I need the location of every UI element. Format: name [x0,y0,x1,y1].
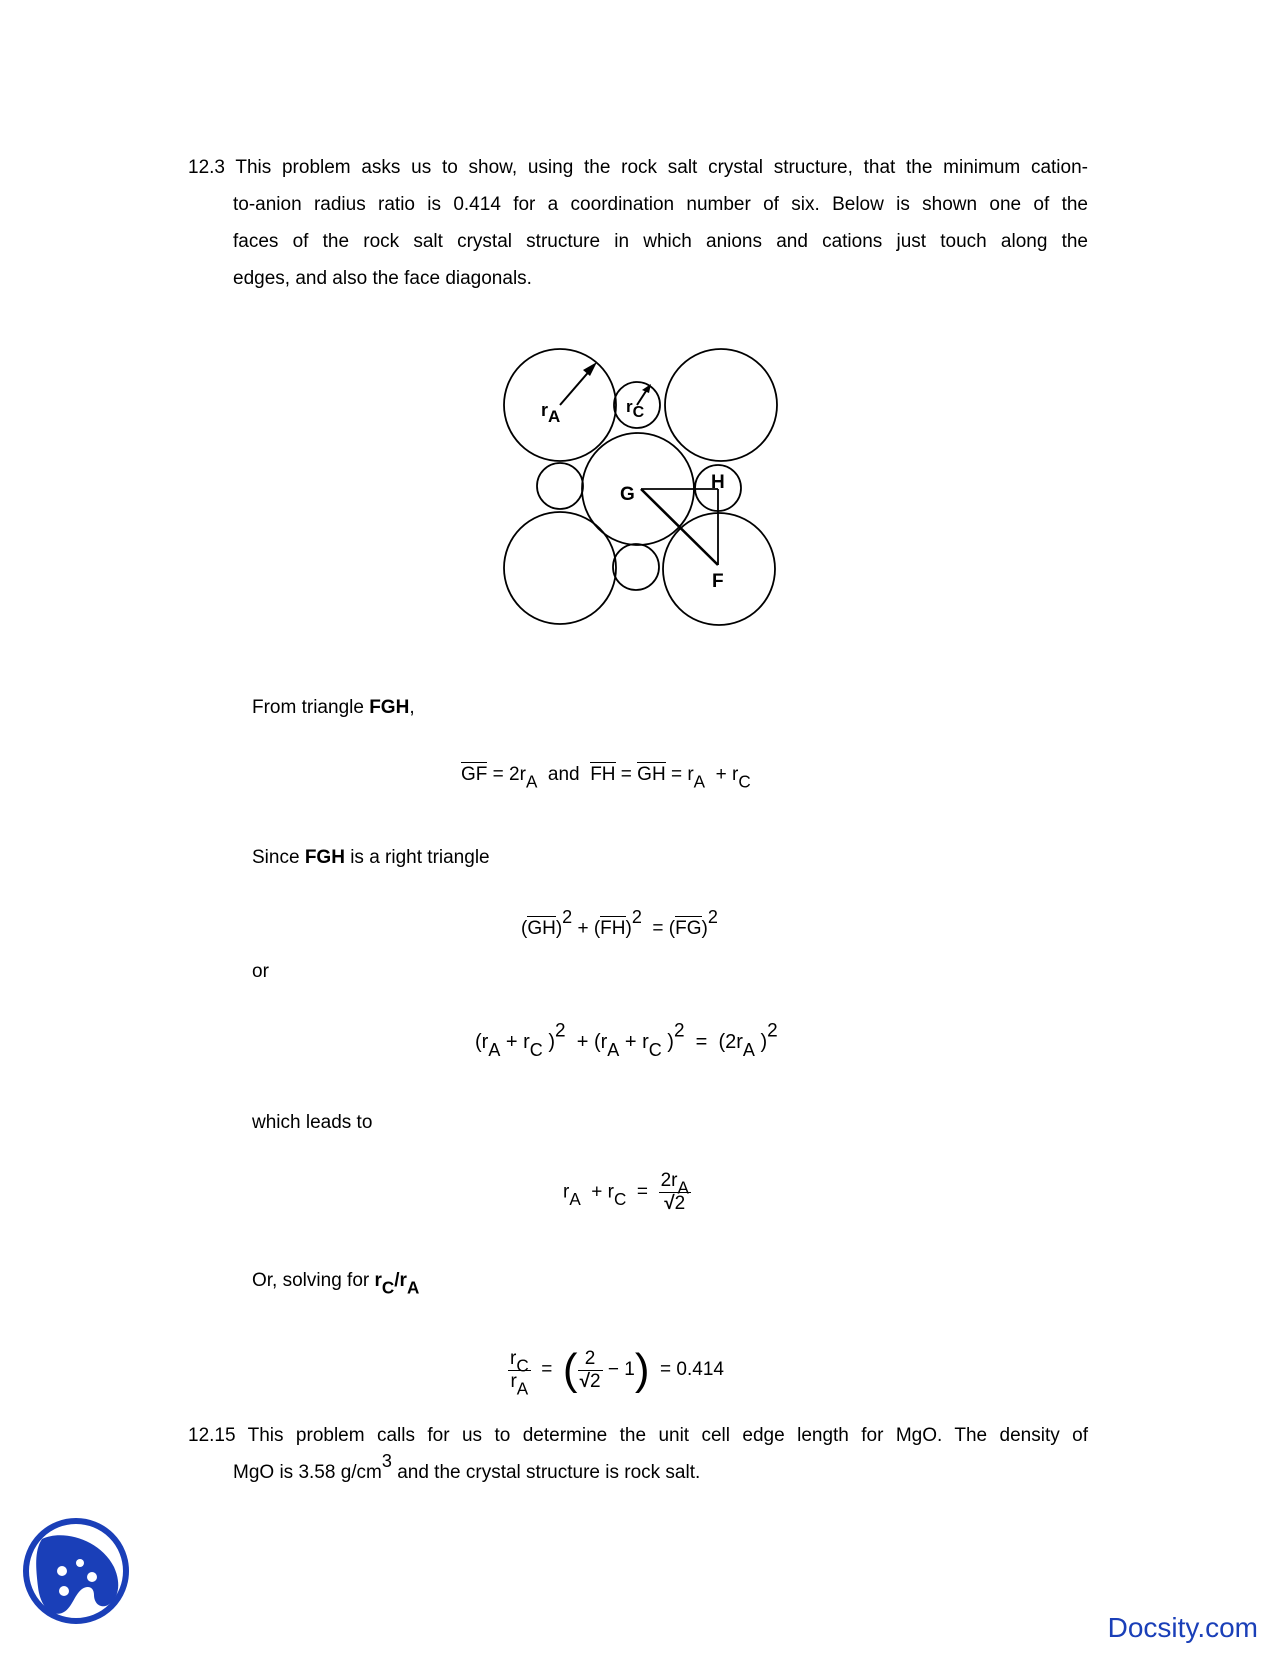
solving-for-text [252,1270,420,1298]
anion-circle-bottom-right [663,513,775,625]
eq1-gh: GH [637,764,666,785]
solving-a: A [406,1278,420,1298]
eq5-num-c: C [516,1356,529,1376]
eq4-numerator [659,1170,691,1198]
cation-circle-bottom-middle [613,544,659,590]
since-right-triangle-text [252,847,490,869]
eq2-gh: GH [527,917,556,939]
eq5-denominator [508,1370,531,1399]
eq2-sq3: 2 [707,907,718,927]
problem-12-3-line-1: 12.3 This problem asks us to show, using the rock salt crystal structure, that the minimum cation- [188,157,1088,178]
which-leads-to-text: which leads to [252,1112,373,1133]
eq4-root: √ [664,1193,675,1214]
eq3-t2: + r [500,1031,530,1053]
solving-c: C [381,1278,395,1298]
docsity-logo-icon[interactable] [22,1517,130,1625]
eq5-eq2: = [654,1359,677,1380]
problem-12-15-line-2a: MgO is 3.58 g/cm [233,1462,382,1483]
solving-r1: r [374,1270,382,1291]
eq5-eq: = [535,1359,558,1381]
eq4-c: C [614,1190,627,1210]
eq5-right-paren: ) [634,1345,650,1394]
right-triangle-label: is a right triangle [344,847,490,868]
eq3-t3: ) [542,1031,556,1053]
since-label: Since [252,847,305,868]
eq5-ratio-fraction [508,1347,531,1399]
eq3-a3: A [742,1040,755,1061]
eq5-value: 0.414 [676,1359,724,1380]
problem-12-15-paragraph [188,1417,1088,1491]
eq4-fraction [659,1170,691,1215]
eq5-inner-denominator [578,1371,603,1393]
problem-12-15-line-2 [188,1451,1088,1491]
label-r-c: rC [626,397,645,421]
label-r-a: rA [541,400,561,426]
eq3-t1: (r [475,1031,489,1053]
eq3-s3: 2 [767,1020,778,1042]
eq3-t7: = (2r [684,1031,743,1053]
eq2-sq2: 2 [631,907,642,927]
eq5-numerator [508,1347,531,1376]
anion-circle-bottom-left [504,512,616,624]
eq2-p3: ) [625,917,632,939]
eq1-eq3: = r [665,764,694,785]
label-h: H [711,472,725,493]
eq3-t8: ) [754,1031,768,1053]
eq2-p4: ) [701,917,708,939]
eq1-gf: GF [461,764,488,785]
equation-sum-radii [563,1170,691,1215]
eq1-sub-c: C [738,772,751,792]
eq4-den: 2 [674,1193,686,1214]
eq4-t3: = [626,1181,654,1203]
eq3-s1: 2 [555,1020,566,1042]
eq3-c1: C [529,1040,543,1061]
cation-circle-middle-left [537,463,583,509]
eq5-inner-fraction [578,1348,603,1393]
eq5-den: r [510,1370,517,1392]
eq5-num: r [510,1347,517,1369]
eq4-t2: + r [580,1181,614,1203]
eq2-sq1: 2 [562,907,573,927]
eq1-and: and [537,764,591,785]
from-triangle-text [252,697,415,719]
docsity-brand-link[interactable]: Docsity.com [1107,1612,1258,1643]
eq1-fh: FH [590,764,616,785]
fgh-bold-1: FGH [369,697,410,718]
problem-12-3-line-3: faces of the rock salt crystal structure in which anions and cations just touch along the [233,231,1088,252]
eq4-t1: r [563,1181,570,1203]
arrowhead-anion [583,362,597,376]
eq2-fg: FG [675,917,702,939]
eq5-minus: − 1 [602,1359,635,1380]
problem-12-3-line-2: to-anion radius ratio is 0.414 for a coordination number of six. Below is shown one of the [233,194,1088,215]
label-f: F [712,571,724,592]
eq3-c2: C [648,1040,662,1061]
eq1-plus: + r [705,764,739,785]
comma: , [409,697,415,718]
rock-salt-face-figure [0,0,1280,700]
solving-slash: /r [394,1270,407,1291]
eq3-t6: ) [661,1031,674,1053]
fgh-bold-2: FGH [304,847,345,868]
from-triangle-label: From triangle [252,697,370,718]
eq5-left-paren: ( [562,1345,578,1394]
problem-12-3-line-4: edges, and also the face diagonals. [233,268,532,289]
eq2-eq: = ( [641,917,676,939]
equation-radii [475,1020,778,1061]
problem-12-15-line-2b: and the crystal structure is rock salt. [391,1462,701,1483]
eq2-p1: ( [521,917,528,939]
equation-ratio-result [508,1345,724,1399]
label-g: G [620,484,635,505]
or-text: or [252,961,269,982]
eq5-inner-den: 2 [590,1370,601,1392]
eq1-sub-a: A [525,772,538,792]
eq1-eq2: = [615,764,638,785]
solving-label: Or, solving for [252,1270,375,1291]
eq3-a1: A [488,1040,501,1061]
problem-12-15-line-1: 12.15 This problem calls for us to determine the unit cell edge length for MgO. The density of [188,1425,1088,1446]
eq4-a: A [569,1190,581,1210]
eq2-fh: FH [600,917,626,939]
eq3-t5: + r [619,1031,649,1053]
eq2-plus: + ( [572,917,601,939]
eq4-num-a: A [677,1178,689,1198]
eq5-root: √ [579,1370,590,1392]
eq3-s2: 2 [673,1020,685,1042]
eq4-num-text: 2r [660,1170,678,1191]
eq1-eq: = 2r [487,764,526,785]
eq1-sub-a2: A [693,772,706,792]
eq5-inner-num: 2 [578,1348,603,1371]
equation-side-lengths [461,764,751,792]
anion-circle-top-right [665,349,777,461]
equation-pythagoras [521,907,718,940]
triangle-edge-gf [641,489,718,565]
eq3-t4: + (r [565,1031,608,1053]
arrowhead-cation [642,384,651,393]
eq5-den-a: A [516,1379,529,1399]
eq2-p2: ) [555,917,563,939]
eq3-a2: A [607,1040,620,1061]
cubed-sup: 3 [381,1451,392,1472]
